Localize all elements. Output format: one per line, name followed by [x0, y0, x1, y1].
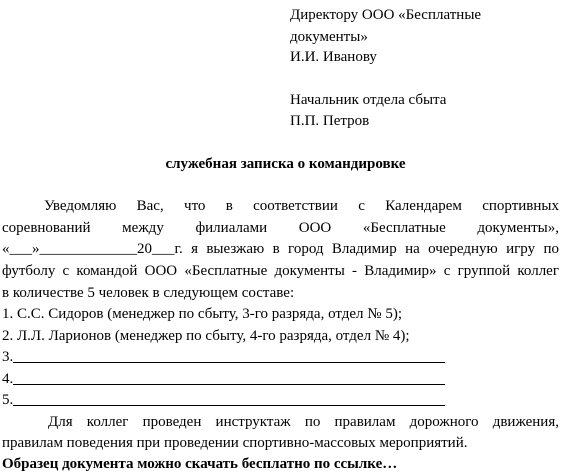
list-item: 2. Л.Л. Ларионов (менеджер по сбыту, 4-го разряда, отдел № 4);: [2, 328, 410, 344]
paragraph-1-line-2: соревнований между филиалами ООО «Бесплатные документы»,: [2, 220, 559, 236]
paragraph-2-line-2: правилам поведения при проведении спортивно-массовых мероприятий.: [2, 435, 468, 451]
list-item: 5.: [2, 392, 14, 408]
list-item: 1. С.С. Сидоров (менеджер по сбыту, 3-го разряда, отдел № 5);: [2, 306, 402, 322]
addressee-line-2: документы»: [290, 29, 368, 45]
paragraph-1-line-4: футболу с командой ООО «Бесплатные документы - Владимир» с группой коллег: [2, 263, 559, 279]
blank-fill-line: [13, 384, 445, 385]
list-item: 3.: [2, 349, 14, 365]
paragraph-2-line-1: Для коллег проведен инструктаж по правилам дорожного движения,: [48, 414, 559, 430]
blank-fill-line: [13, 405, 445, 406]
download-link[interactable]: Образец документа можно скачать бесплатно по ссылке…: [2, 456, 398, 472]
sender-position: Начальник отдела сбыта: [290, 92, 447, 108]
paragraph-1-line-3: «___»_____________20___г. я выезжаю в город Владимир на очередную игру по: [2, 241, 559, 257]
list-item: 4.: [2, 371, 14, 387]
addressee-line-1: Директору ООО «Бесплатные: [290, 7, 482, 23]
sender-name: П.П. Петров: [290, 113, 370, 129]
paragraph-1-line-1: Уведомляю Вас, что в соответствии с Календарем спортивных: [44, 198, 559, 214]
paragraph-1-line-5: в количестве 5 человек в следующем составе:: [2, 285, 295, 301]
addressee-name: И.И. Иванову: [290, 49, 377, 65]
blank-fill-line: [13, 362, 445, 363]
document-title: служебная записка о командировке: [165, 156, 406, 172]
